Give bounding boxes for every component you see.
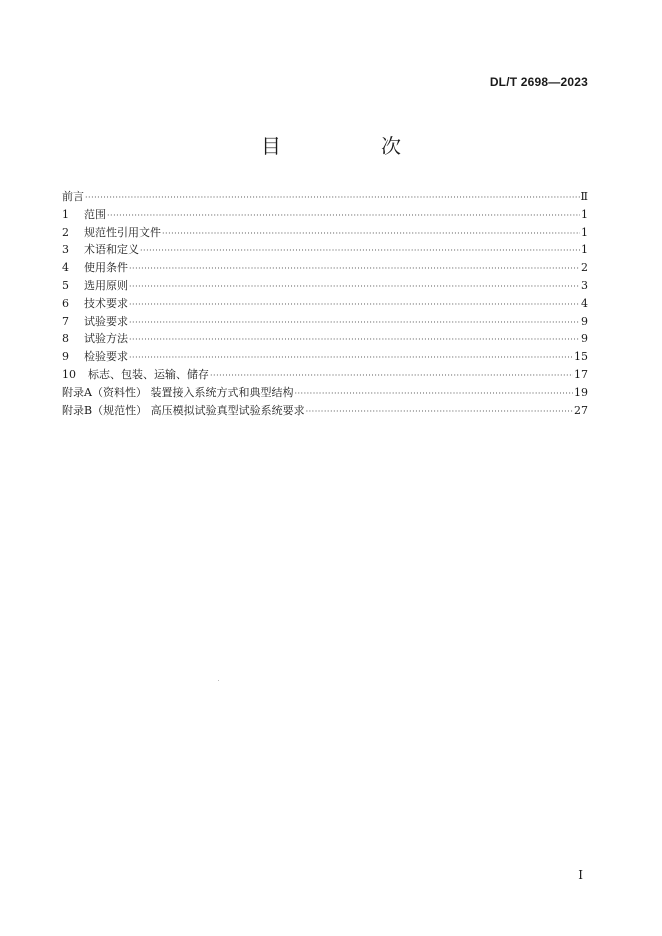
toc-entry-7[interactable] (62, 313, 588, 331)
toc-entry-text: 规范性引用文件 (84, 225, 161, 239)
toc-entry-6[interactable] (62, 295, 588, 313)
toc-entry-text: 技术要求 (84, 296, 128, 310)
toc-leader-dots (306, 403, 573, 421)
toc-entry-number: 8 (62, 332, 69, 346)
toc-entry-number: 7 (62, 314, 69, 328)
page-number: I (578, 868, 583, 882)
toc-entry-text: 前言 (62, 190, 84, 203)
toc-entry-text: 试验要求 (84, 314, 128, 328)
toc-leader-dots (129, 314, 580, 332)
toc-entry-3[interactable] (62, 241, 588, 259)
toc-entry-5[interactable] (62, 277, 588, 295)
toc-entry-text: 试验方法 (84, 332, 128, 346)
toc-entry-page: 17 (574, 367, 588, 381)
toc-entry-number: 3 (62, 243, 69, 257)
toc-entry-2[interactable] (62, 224, 588, 242)
toc-entry-text: 附录A（资料性） 装置接入系统方式和典型结构 (62, 385, 294, 399)
toc-entry-text: 范围 (84, 207, 106, 221)
toc-entry-1[interactable] (62, 206, 588, 224)
toc-entry-appendix-b[interactable] (62, 402, 588, 420)
toc-entry-number: 4 (62, 261, 69, 275)
toc-entry-4[interactable] (62, 259, 588, 277)
toc-entry-page: 1 (581, 225, 588, 239)
toc-entry-page: 27 (574, 403, 588, 417)
toc-leader-dots (210, 367, 573, 385)
toc-leader-dots (162, 225, 580, 243)
toc-leader-dots (294, 385, 573, 403)
toc-leader-dots (107, 207, 580, 225)
toc-entry-text: 使用条件 (84, 261, 128, 275)
toc-leader-dots (129, 260, 580, 278)
toc-entry-preface[interactable] (62, 188, 588, 206)
table-of-contents (62, 188, 588, 419)
toc-entry-number: 1 (62, 207, 69, 221)
toc-entry-text: 术语和定义 (84, 243, 139, 257)
toc-entry-page: 1 (581, 207, 588, 221)
toc-title: 目 次 (261, 134, 441, 158)
toc-entry-page: 9 (581, 332, 588, 346)
toc-leader-dots (140, 242, 580, 260)
toc-entry-text: 附录B（规范性） 高压模拟试验真型试验系统要求 (62, 403, 305, 417)
toc-entry-page: 4 (581, 296, 588, 310)
toc-entry-text: 检验要求 (84, 350, 128, 364)
toc-leader-dots (129, 278, 580, 296)
toc-leader-dots (129, 349, 573, 367)
toc-entry-8[interactable] (62, 330, 588, 348)
toc-entry-9[interactable] (62, 348, 588, 366)
toc-leader-dots (85, 189, 580, 207)
toc-leader-dots (129, 331, 580, 349)
toc-entry-page: 15 (574, 350, 588, 364)
toc-entry-10[interactable] (62, 366, 588, 384)
toc-entry-page: 9 (581, 314, 588, 328)
toc-entry-page: Ⅱ (580, 190, 588, 203)
toc-entry-text: 选用原则 (84, 278, 128, 292)
toc-entry-text: 标志、包装、运输、储存 (88, 367, 209, 381)
toc-entry-number: 5 (62, 278, 69, 292)
toc-entry-number: 6 (62, 296, 69, 310)
toc-entry-number: 2 (62, 225, 69, 239)
toc-leader-dots (129, 296, 580, 314)
toc-entry-page: 3 (581, 278, 588, 292)
toc-entry-page: 2 (581, 261, 588, 275)
toc-entry-page: 1 (581, 243, 588, 257)
toc-entry-page: 19 (574, 385, 588, 399)
scan-speck (218, 680, 219, 681)
standard-code: DL/T 2698—2023 (489, 75, 588, 89)
toc-entry-number: 10 (62, 367, 76, 381)
toc-entry-appendix-a[interactable] (62, 384, 588, 402)
toc-entry-number: 9 (62, 350, 69, 364)
